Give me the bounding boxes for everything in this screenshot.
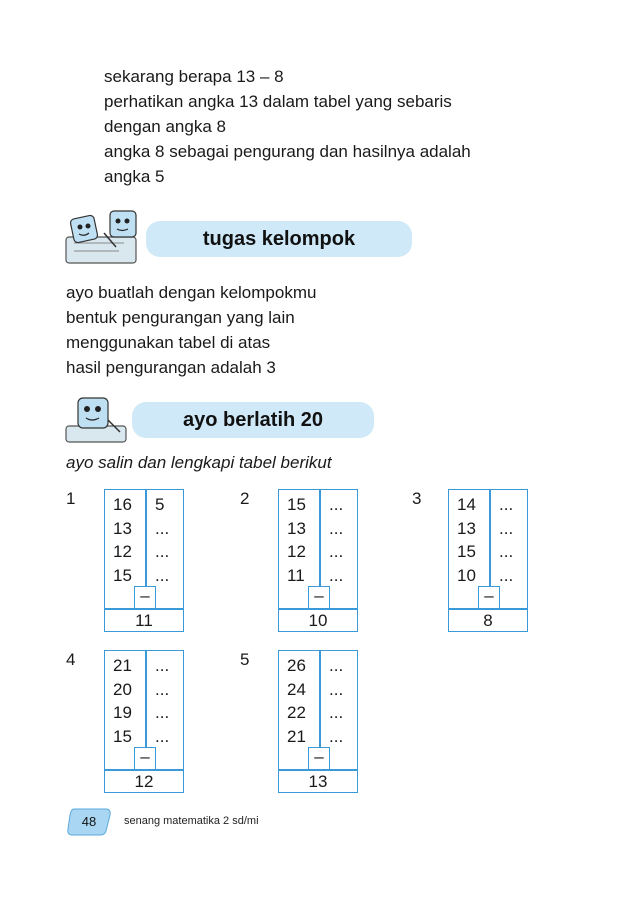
page-number-badge (66, 807, 112, 837)
table-cell: 20 (113, 679, 132, 699)
table-cell: ... (329, 726, 344, 746)
exercise-number: 3 (412, 489, 422, 508)
table-cell: ... (329, 542, 344, 561)
practice-instruction: ayo salin dan lengkapi tabel berikut (66, 453, 332, 472)
table-cell: 15 (113, 565, 132, 585)
robots-drawing-icon (64, 207, 152, 267)
book-title: senang matematika 2 sd/mi (124, 815, 259, 827)
minuend-column (457, 493, 476, 587)
subtrahend-column (499, 493, 513, 587)
task-line: ayo buatlah dengan kelompokmu (66, 283, 317, 302)
subtrahend-column (155, 493, 169, 587)
subtraction-table (104, 489, 184, 632)
table-cell: ... (499, 542, 514, 561)
minuend-column (287, 654, 306, 748)
table-cell: 12 (287, 542, 306, 561)
subtraction-table (278, 489, 358, 632)
table-cell: 16 (113, 495, 132, 514)
table-cell: 21 (287, 726, 306, 746)
table-cell: ... (329, 703, 344, 722)
table-result: 13 (308, 772, 328, 791)
subtrahend-column (155, 654, 169, 748)
table-cell: 21 (113, 656, 132, 675)
minus-operator: – (134, 747, 156, 769)
table-cell: ... (155, 518, 170, 538)
table-result: 11 (135, 611, 153, 630)
table-cell: 15 (113, 726, 132, 746)
table-cell: ... (499, 518, 514, 538)
table-cell: 13 (113, 518, 132, 538)
table-result: 12 (134, 772, 154, 791)
intro-line: angka 8 sebagai pengurang dan hasilnya adalah (104, 142, 471, 161)
practice-title: ayo berlatih 20 (132, 402, 374, 438)
intro-line: angka 5 (104, 167, 165, 186)
table-cell: ... (155, 679, 170, 699)
intro-line: dengan angka 8 (104, 117, 226, 136)
table-result: 8 (483, 611, 493, 630)
minus-operator: – (308, 747, 330, 769)
table-cell: ... (329, 656, 344, 675)
exercise-number: 4 (66, 650, 76, 669)
table-cell: 13 (457, 518, 476, 538)
exercise-number: 2 (240, 489, 250, 508)
table-cell: ... (329, 518, 344, 538)
minus-operator: – (478, 586, 500, 608)
intro-line: perhatikan angka 13 dalam tabel yang sebaris (104, 92, 452, 111)
table-cell: 11 (287, 565, 305, 585)
table-cell: ... (329, 679, 344, 699)
table-cell: ... (155, 726, 170, 746)
page-number: 48 (81, 814, 97, 829)
task-line: bentuk pengurangan yang lain (66, 308, 295, 327)
table-cell: 26 (287, 656, 306, 675)
table-result: 10 (308, 611, 328, 630)
exercise-number: 1 (66, 489, 76, 508)
task-line: menggunakan tabel di atas (66, 333, 271, 352)
table-cell: 10 (457, 565, 476, 585)
minuend-column (113, 654, 132, 748)
table-cell: 12 (113, 542, 132, 561)
table-cell: 15 (457, 542, 476, 561)
table-cell: ... (499, 565, 514, 585)
table-cell: 5 (155, 495, 165, 514)
minuend-column (113, 493, 132, 587)
group-task-text (66, 280, 316, 380)
subtrahend-column (329, 654, 343, 748)
table-cell: 24 (287, 679, 306, 699)
table-cell: 13 (287, 518, 306, 538)
intro-line: sekarang berapa 13 – 8 (104, 67, 284, 86)
minuend-column (287, 493, 306, 587)
minus-operator: – (134, 586, 156, 608)
robot-writing-icon (64, 396, 134, 444)
intro-text (104, 64, 471, 189)
minus-operator: – (308, 586, 330, 608)
table-cell: ... (155, 565, 170, 585)
table-cell: ... (155, 542, 170, 561)
group-task-title: tugas kelompok (146, 221, 412, 257)
table-cell: 19 (113, 703, 132, 722)
table-cell: ... (155, 656, 170, 675)
table-cell: 22 (287, 703, 306, 722)
table-cell: ... (329, 495, 344, 514)
table-cell: ... (155, 703, 170, 722)
task-line: hasil pengurangan adalah 3 (66, 358, 276, 377)
subtrahend-column (329, 493, 343, 587)
exercise-number: 5 (240, 650, 250, 669)
table-cell: ... (499, 495, 514, 514)
table-cell: 15 (287, 495, 306, 514)
table-cell: ... (329, 565, 344, 585)
subtraction-table (104, 650, 184, 793)
subtraction-table (448, 489, 528, 632)
subtraction-table (278, 650, 358, 793)
table-cell: 14 (457, 495, 476, 514)
